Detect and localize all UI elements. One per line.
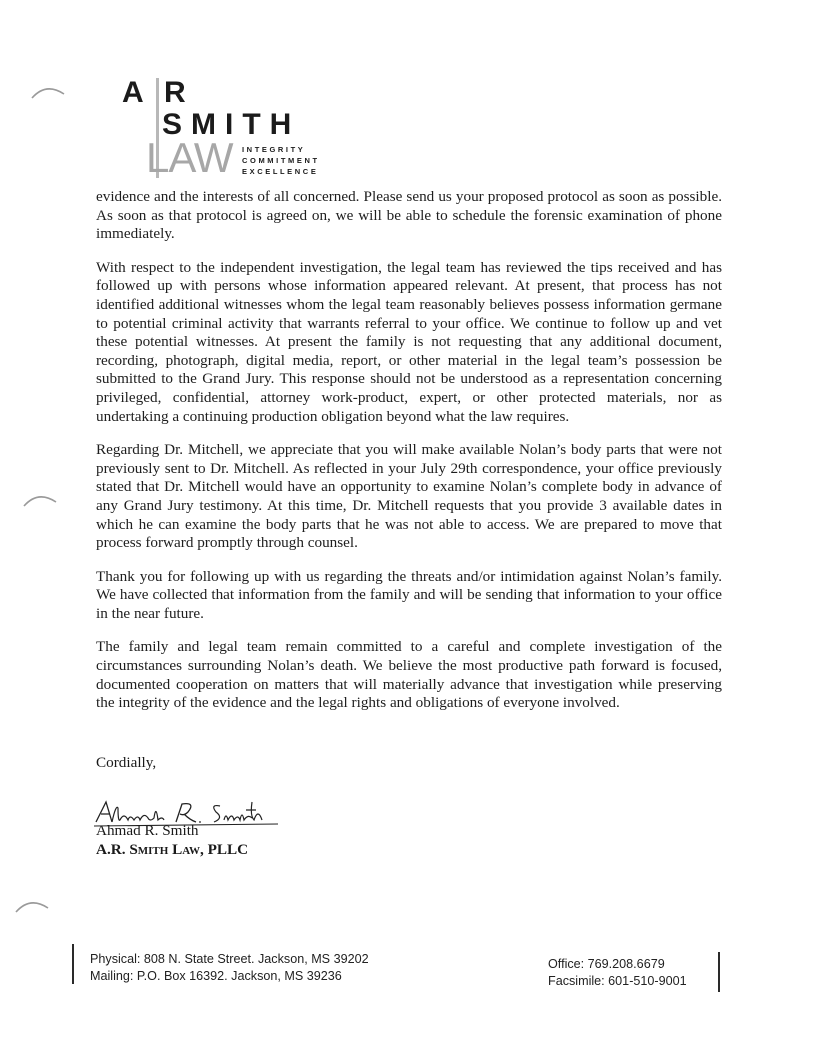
physical-address: Physical: 808 N. State Street. Jackson, MS 39202 (90, 952, 369, 966)
logo-letter-a: A (122, 76, 145, 109)
mailing-address: Mailing: P.O. Box 16392. Jackson, MS 39236 (90, 969, 342, 983)
tagline-excellence: EXCELLENCE (242, 167, 319, 176)
tagline-commitment: COMMITMENT (242, 156, 320, 165)
firm-logo (118, 76, 328, 186)
fax-number: Facsimile: 601-510-9001 (548, 974, 687, 988)
hole-punch-mark (14, 896, 50, 916)
closing-salutation: Cordially, (96, 754, 157, 771)
logo-tagline (242, 144, 320, 177)
logo-law: LAW (146, 134, 233, 181)
office-phone: Office: 769.208.6679 (548, 957, 665, 971)
footer-phones (548, 956, 687, 990)
signer-firm: A.R. Smith Law, PLLC (96, 841, 249, 858)
signer-name: Ahmad R. Smith (96, 822, 199, 839)
body-paragraph: evidence and the interests of all concerned. Please send us your proposed protocol as soon as possible. As soon as that protocol is agreed on, we will be able to schedule the forensic examination of phone immediately. (96, 188, 722, 243)
logo-smith: SMITH (162, 108, 301, 141)
body-paragraph: The family and legal team remain committed to a careful and complete investigation of the circumstances surrounding Nolan’s death. We believe the most productive path forward is focused, documented cooperation on matters that will materially advance that investigation while preserving the integrity of the evidence and the legal rights and obligations of everyone involved. (96, 638, 722, 712)
letter-body (96, 188, 722, 728)
footer-addresses (90, 951, 369, 985)
body-paragraph: With respect to the independent investigation, the legal team has reviewed the tips received and has followed up with persons whose information appeared relevant. At present, that process has not identified additional witnesses whom the legal team reasonably believes possess information germane to potential criminal activity that warrants referral to your office. We continue to follow up and vet these potential witnesses. At present the family is not requesting that any additional document, recording, photograph, digital media, report, or other material in the legal team’s possession be submitted to the Grand Jury. This response should not be understood as a representation concerning privileged, confidential, attorney work-product, expert, or other protected materials, nor as undertaking a continuing production obligation beyond what the law requires. (96, 258, 722, 425)
footer-divider-left (72, 944, 74, 984)
hole-punch-mark (30, 82, 66, 102)
body-paragraph: Regarding Dr. Mitchell, we appreciate that you will make available Nolan’s body parts that were not previously sent to Dr. Mitchell. As reflected in your July 29th correspondence, your office previously stated that Dr. Mitchell would have an opportunity to examine Nolan’s complete body in advance of any Grand Jury testimony. At this time, Dr. Mitchell requests that you provide 3 available dates in which he can examine the body parts that he was not able to access. We are prepared to move that process forward promptly through counsel. (96, 441, 722, 552)
tagline-integrity: INTEGRITY (242, 145, 306, 154)
hole-punch-mark (22, 490, 58, 510)
body-paragraph: Thank you for following up with us regarding the threats and/or intimidation against Nolan’s family. We have collected that information from the family and will be sending that information to your office in the near future. (96, 567, 722, 622)
logo-letter-r: R (164, 76, 186, 109)
footer-divider-right (718, 952, 720, 992)
